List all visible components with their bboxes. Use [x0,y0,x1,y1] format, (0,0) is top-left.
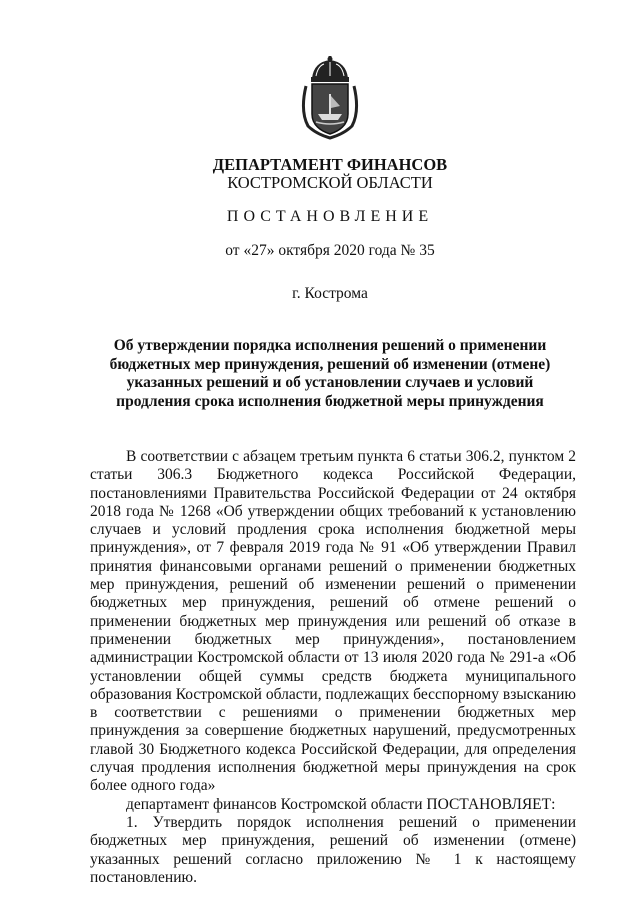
coat-of-arms-icon [298,56,362,140]
document-type: ПОСТАНОВЛЕНИЕ [226,208,434,225]
document-date: от «27» октября 2020 года № 35 [225,242,435,259]
document-body [90,448,576,887]
document-city: г. Кострома [292,285,368,302]
document-title: Об утверждении порядка исполнения решений о применении бюджетных мер принуждения, решений об изменении (отмене) указанных решений и об установлении случаев и условий продления срока исполнения бюджетной меры принуждения [109,337,551,410]
preamble-paragraph: В соответствии с абзацем третьим пункта 6 статьи 306.2, пунктом 2 статьи 306.3 Бюджетного кодекса Российской Федерации, постановлениями Правительства Российской Федерации от 24 октября 2018 года № 1268 «Об утверждении общих требований к установлению случаев и условий продления срока исполнения бюджетной меры принуждения», от 7 февраля 2019 года № 91 «Об утверждении Правил принятия финансовыми органами решений о применении бюджетных мер принуждения, решений об изменении решений о применении бюджетных мер принуждения, решений об отмене решений о применении бюджетных мер принуждения или решений об отказе в применении бюджетных мер принуждения», постановлением администрации Костромской области от 13 июля 2020 года № 291-а «Об установлении общей суммы средств бюджета муниципального образования Костромской области, подлежащих бесспорному взысканию в соответствии с решениями о применении бюджетных мер принуждения за совершение бюджетных нарушений, предусмотренных главой 30 Бюджетного кодекса Российской Федерации, для определения случая продления исполнения бюджетной меры принуждения на срок более одного года» [90,448,576,795]
department-name: ДЕПАРТАМЕНТ ФИНАНСОВ [212,155,448,174]
department-region: КОСТРОМСКОЙ ОБЛАСТИ [227,173,433,192]
item-1-paragraph: 1. Утвердить порядок исполнения решений о применении бюджетных мер принуждения, решений об изменении (отмене) указанных решений согласно приложению № 1 к настоящему постановлению. [90,813,576,886]
resolve-paragraph: департамент финансов Костромской области ПОСТАНОВЛЯЕТ: [126,795,556,813]
